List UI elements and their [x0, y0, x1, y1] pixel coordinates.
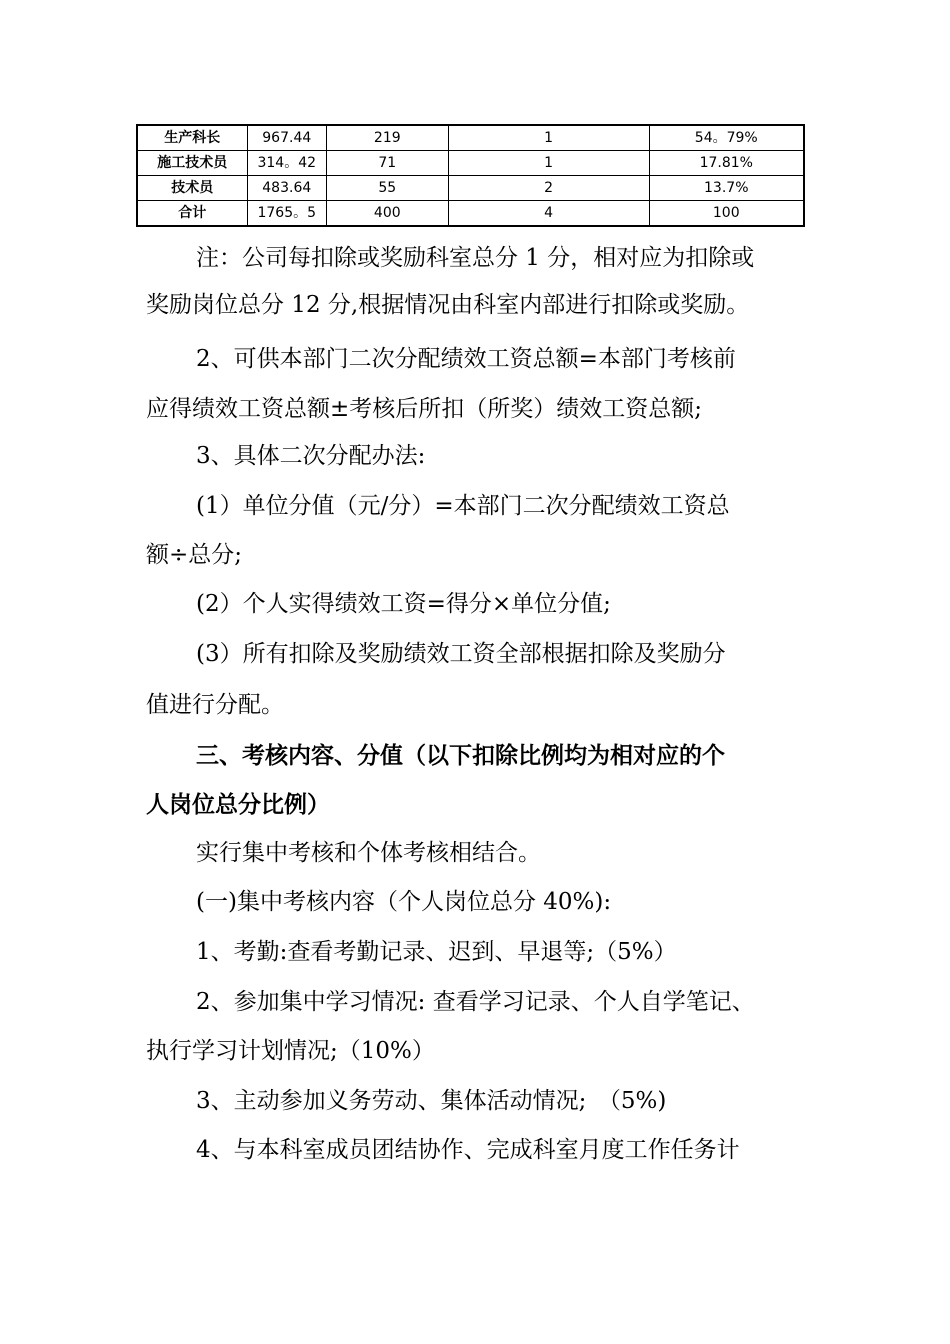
- score-table: [136, 124, 805, 227]
- combine-line: 实行集中考核和个体考核相结合。: [196, 840, 541, 866]
- table-cell: 13.7%: [649, 176, 804, 201]
- table-cell: 施工技术员: [137, 151, 247, 176]
- table-cell: 483.64: [247, 176, 327, 201]
- criterion-3: 3、主动参加义务劳动、集体活动情况; （5%): [196, 1088, 667, 1114]
- section-3-heading-line-1: 三、考核内容、分值（以下扣除比例均为相对应的个: [196, 742, 725, 769]
- table-cell: 967.44: [247, 125, 327, 151]
- sub-3-line-1: (3）所有扣除及奖励绩效工资全部根据扣除及奖励分: [196, 641, 726, 667]
- criterion-4-line-1: 4、与本科室成员团结协作、完成科室月度工作任务计: [196, 1137, 740, 1163]
- table-cell: 2: [448, 176, 649, 201]
- sub-3-line-2: 值进行分配。: [146, 692, 284, 718]
- item-2-line-2: 应得绩效工资总额±考核后所扣（所奖）绩效工资总额;: [146, 396, 703, 422]
- table-cell: 400: [327, 201, 449, 227]
- note-line-1: 注：公司每扣除或奖励科室总分 1 分，相对应为扣除或: [196, 245, 755, 271]
- table-cell: 54。79%: [649, 125, 804, 151]
- table-cell: 55: [327, 176, 449, 201]
- table-row: [137, 125, 804, 151]
- table-cell: 合计: [137, 201, 247, 227]
- table-cell: 1: [448, 125, 649, 151]
- table-row: [137, 201, 804, 227]
- section-1-title: (一)集中考核内容（个人岗位总分 40%):: [196, 889, 612, 915]
- sub-2: (2）个人实得绩效工资=得分×单位分值;: [196, 591, 611, 617]
- table-cell: 生产科长: [137, 125, 247, 151]
- criterion-1: 1、考勤:查看考勤记录、迟到、早退等;（5%）: [196, 939, 677, 965]
- table-cell: 1: [448, 151, 649, 176]
- table-cell: 1765。5: [247, 201, 327, 227]
- table-cell: 100: [649, 201, 804, 227]
- criterion-2-line-1: 2、参加集中学习情况: 查看学习记录、个人自学笔记、: [196, 989, 755, 1015]
- sub-1-line-1: (1）单位分值（元/分）=本部门二次分配绩效工资总: [196, 493, 730, 519]
- note-line-2: 奖励岗位总分 12 分,根据情况由科室内部进行扣除或奖励。: [146, 292, 750, 318]
- item-3: 3、具体二次分配办法:: [196, 443, 426, 469]
- table-cell: 314。42: [247, 151, 327, 176]
- table-cell: 4: [448, 201, 649, 227]
- table-row: [137, 176, 804, 201]
- section-3-heading-line-2: 人岗位总分比例）: [146, 791, 330, 818]
- table-cell: 71: [327, 151, 449, 176]
- table-cell: 技术员: [137, 176, 247, 201]
- criterion-2-line-2: 执行学习计划情况;（10%）: [146, 1038, 435, 1064]
- table-cell: 219: [327, 125, 449, 151]
- table-row: [137, 151, 804, 176]
- sub-1-line-2: 额÷总分;: [146, 542, 243, 568]
- item-2-line-1: 2、可供本部门二次分配绩效工资总额=本部门考核前: [196, 346, 736, 372]
- table-cell: 17.81%: [649, 151, 804, 176]
